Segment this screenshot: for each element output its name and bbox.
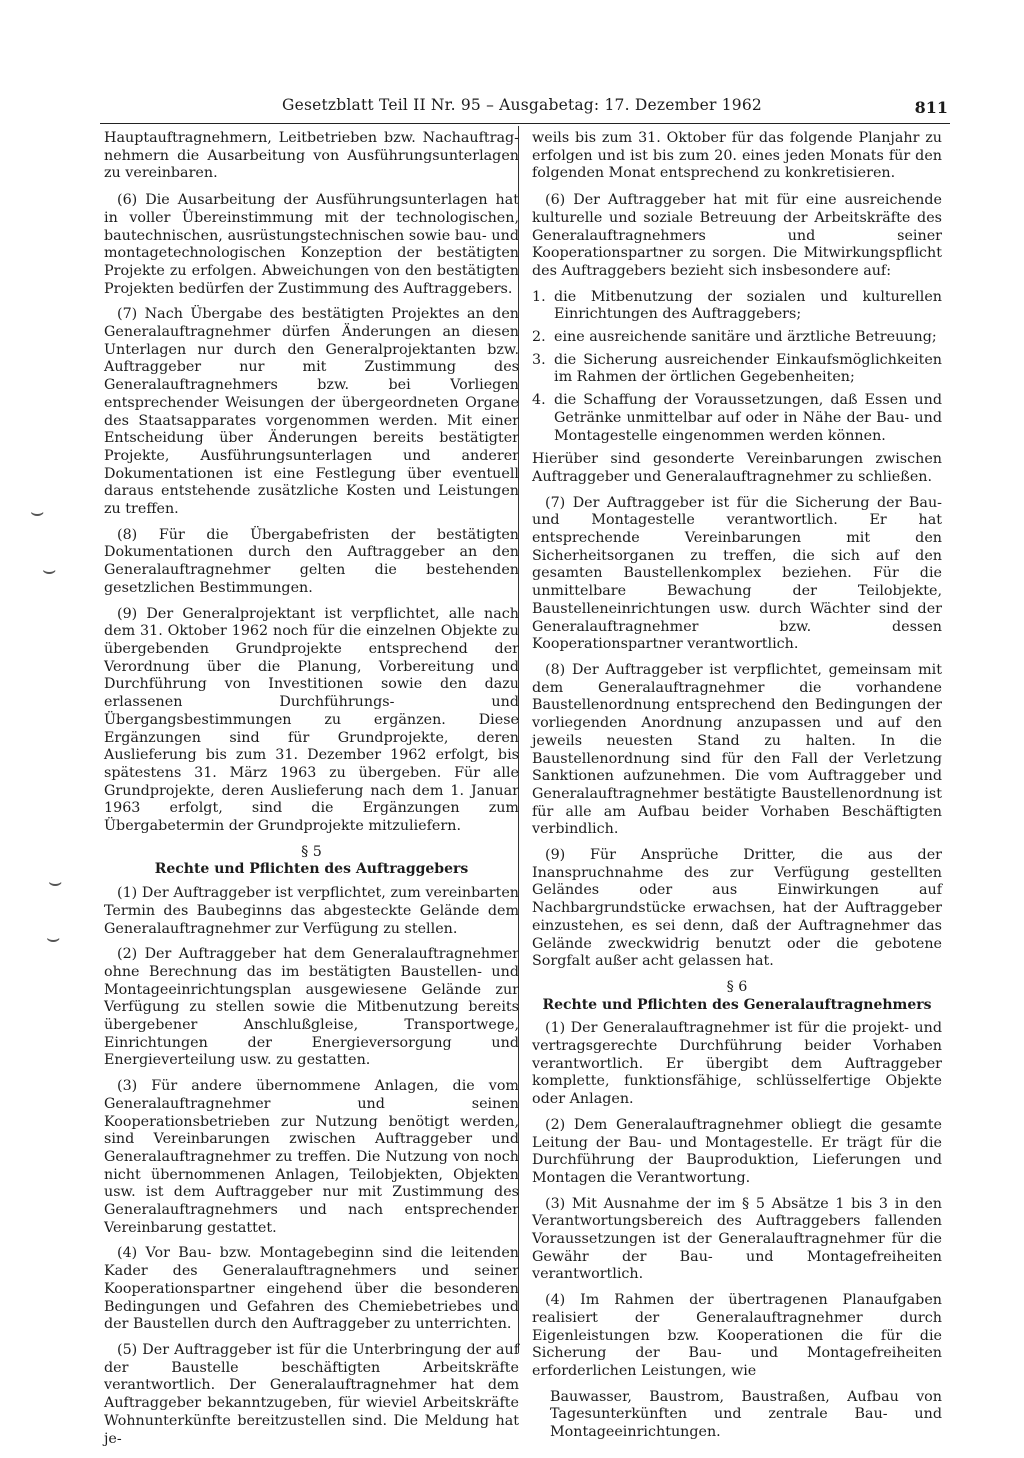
list-item-number: 1. [532, 288, 546, 305]
list-item-number: 4. [532, 392, 546, 409]
list-item [532, 392, 942, 445]
margin-tick-mark: ⌣ [30, 500, 45, 525]
list-item-text: die Schaffung der Voraussetzungen, daß Essen und Getränke unmittelbar auf oder in Nähe der Bau- und Montagestelle eingenommen werden können. [554, 392, 942, 444]
section-5-title: Rechte und Pflichten des Auftraggebers [154, 861, 469, 878]
list-item-number: 3. [532, 351, 546, 368]
section-6-number: § 6 [726, 978, 748, 995]
paragraph-4-6: (6) Die Ausarbeitung der Ausführungsunterlagen hat in voller Übereinstimmung mit der technologischen, bautechnischen, ausrüstungstechnischen sowie bau- und montagetechnologischen Konzeption der bestätigten Projekte zu erfolgen. Abweichungen von den bestätigten Projekten bedürfen der Zustimmung des Auftraggebers. [104, 192, 519, 297]
paragraph-5-6: (6) Der Auftraggeber hat mit für eine ausreichende kulturelle und soziale Betreuung der Arbeitskräfte des Generalauftragnehmers und seiner Kooperationspartner zu sorgen. Die Mitwirkungspflicht des Auftraggebers bezieht sich insbesondere auf: [532, 192, 942, 279]
list-item-text: die Sicherung ausreichender Einkaufsmöglichkeiten im Rahmen der örtlichen Gegebenheiten; [554, 351, 942, 386]
paragraph-5-5: (5) Der Auftraggeber ist für die Unterbringung der auf der Baustelle beschäftigten Arbeitskräfte verantwortlich. Der Generalauftragnehmer hat dem Auftraggeber bekanntzugeben, für wieviel Arbeitskräfte Wohnunterkünfte bereitzustellen sind. Die Meldung hat je- [104, 1342, 519, 1447]
margin-tick-mark: ⌣ [42, 558, 57, 583]
paragraph-5-4: (4) Vor Bau- bzw. Montagebeginn sind die leitenden Kader des Generalauftragnehmers und seiner Kooperationspartner eingehend über die besonderen Bedingungen und Gefahren des Chemiebetriebes und der Baustellen durch den Auftraggeber zu unterrichten. [104, 1245, 519, 1333]
paragraph-6-3: (3) Mit Ausnahme der im § 5 Absätze 1 bis 3 in den Verantwortungsbereich des Auftraggebers fallenden Voraussetzungen ist der Generalauftragnehmer für die Gewähr der Bau- und Montagefreiheiten verantwortlich. [532, 1195, 942, 1283]
section-5-number: § 5 [301, 843, 322, 860]
obligation-list [532, 289, 942, 446]
paragraph-4-8: (8) Für die Übergabefristen der bestätigten Dokumentationen durch den Auftraggeber an den Generalauftragnehmer gelten die bestehenden gesetzlichen Bestimmungen. [104, 526, 519, 596]
header-title: Gesetzblatt Teil II Nr. 95 – Ausgabetag: 17. Dezember 1962 [282, 96, 762, 114]
paragraph-agreements: Hierüber sind gesonderte Vereinbarungen zwischen Auftraggeber und Generalauftragnehmer zu schließen. [532, 451, 942, 485]
paragraph-5-3: (3) Für andere übernommene Anlagen, die vom Generalauftragnehmer und seinen Kooperationsbetrieben zur Nutzung benötigt werden, sind Vereinbarungen zwischen Auftraggeber und Generalauftragnehmer zu treffen. Die Nutzung von noch nicht übernommenen Anlagen, Teilobjekten, Objekten usw. ist dem Auftraggeber nur mit Zustimmung des Generalauftragnehmers und nach entsprechender Vereinbarung gestattet. [104, 1078, 519, 1236]
paragraph-5-1: (1) Der Auftraggeber ist verpflichtet, zum vereinbarten Termin des Baubeginns das abgesteckte Gelände dem Generalauftragnehmer zur Verfügung zu stellen. [104, 885, 519, 937]
list-item [532, 289, 942, 324]
paragraph-6-4: (4) Im Rahmen der übertragenen Planaufgaben realisiert der Generalauftragnehmer durch Eigenleistungen bzw. Kooperationen die für die Sicherung der Bau- und Montagefreiheiten erforderlichen Leistungen, wie [532, 1292, 942, 1379]
header-rule [100, 123, 950, 124]
list-item-text: die Mitbenutzung der sozialen und kulturellen Einrichtungen des Auftraggebers; [554, 288, 942, 323]
paragraph-6-2: (2) Dem Generalauftragnehmer obliegt die gesamte Leitung der Bau- und Montagestelle. Er trägt für die Durchführung der Bauproduktion, Lieferungen und Montagen die Verantwortung. [532, 1116, 942, 1186]
left-column [104, 130, 519, 1447]
list-item-number: 2. [532, 329, 546, 346]
paragraph-6-4-list: Bauwasser, Baustrom, Baustraßen, Aufbau von Tagesunterkünften und zentrale Bau- und Montageeinrichtungen. [550, 1388, 942, 1441]
page-header [100, 96, 950, 120]
list-item-text: eine ausreichende sanitäre und ärztliche Betreuung; [554, 329, 937, 346]
paragraph-4-9: (9) Der Generalprojektant ist verpflichtet, alle nach dem 31. Oktober 1962 noch für die einzelnen Objekte zu übergebenden Grundprojekte entsprechend der Verordnung über die Planung, Vorbereitung und Durchführung von Investitionen sowie den dazu erlassenen Durchführungs- und Übergangsbestimmungen zu ergänzen. Diese Ergänzungen sind für Grundprojekte, deren Auslieferung bis zum 31. Dezember 1962 erfolgt, bis spätestens 31. März 1963 zu übergeben. Für alle Grundprojekte, deren Auslieferung nach dem 1. Januar 1963 erfolgt, sind die Ergänzungen zum Übergabetermin der Grundprojekte mitzuliefern. [104, 605, 519, 835]
paragraph-5-7: (7) Der Auftraggeber ist für die Sicherung der Bau- und Montagestelle verantwortlich. Er hat entsprechende Vereinbarungen mit den Sicherheitsorganen zu treffen, die sich auf den gesamten Baustellenkomplex beziehen. Für die unmittelbare Bewachung der Teilobjekte, Baustelleneinrichtungen usw. durch Wächter sind der Generalauftragnehmer bzw. dessen Kooperationspartner verantwortlich. [532, 494, 942, 653]
paragraph-5-8: (8) Der Auftraggeber ist verpflichtet, gemeinsam mit dem Generalauftragnehmer die vorhandene Baustellenordnung entsprechend den Bedingungen der vorliegenden Anordnung anzupassen und auf den jeweils neuesten Stand zu halten. In die Baustellenordnung sind für den Fall der Verletzung Sanktionen aufzunehmen. Die vom Auftraggeber und Generalauftragnehmer bestätigte Baustellenordnung ist für alle am Aufbau beider Vorhaben Beschäftigten verbindlich. [532, 661, 942, 838]
page-number: 811 [914, 98, 948, 117]
paragraph-4-7: (7) Nach Übergabe des bestätigten Projektes an den Generalauftragnehmer dürfen Änderungen an diesen Unterlagen nur durch den Generalprojektanten bzw. Auftraggeber nur mit Zustimmung des Generalauftragnehmers bzw. bei Vorliegen entsprechender Weisungen der übergeordneten Organe des Staatsapparates vorgenommen werden. Mit einer Entscheidung über Änderungen bereits bestätigter Projekte, Ausführungsunterlagen und anderer Dokumentationen ist eine Festlegung über eventuell daraus entstehende zusätzliche Kosten und Leistungen zu treffen. [104, 306, 519, 518]
section-6-title: Rechte und Pflichten des Generalauftragnehmers [542, 996, 932, 1013]
right-column [532, 130, 942, 1441]
paragraph-6-1: (1) Der Generalauftragnehmer ist für die projekt- und vertragsgerechte Durchführung beider Vorhaben verantwortlich. Er übergibt dem Auftraggeber komplette, funktionsfähige, schlüsselfertige Objekte oder Anlagen. [532, 1020, 942, 1108]
paragraph-5-2: (2) Der Auftraggeber hat dem Generalauftragnehmer ohne Berechnung das im bestätigten Baustellen- und Montageeinrichtungsplan ausgewiesene Gelände zur Verfügung zu stellen sowie die Mitbenutzung bereits übergebener Anschlußgleise, Transportwege, Einrichtungen der Energieversorgung und Energieverteilung usw. zu gestatten. [104, 946, 519, 1069]
paragraph-5-9: (9) Für Ansprüche Dritter, die aus der Inanspruchnahme des zur Verfügung gestellten Geländes oder aus Einwirkungen auf Nachbargrundstücke erwachsen, hat der Auftraggeber einzustehen, es sei denn, daß der Auftragnehmer das Gelände zweckwidrig benutzt oder die gebotene Sorgfalt außer acht gelassen hat. [532, 847, 942, 970]
paragraph-continued: Hauptauftragnehmern, Leitbetrieben bzw. Nachauftrag-nehmern die Ausarbeitung von Ausführungsunterlagen zu vereinbaren. [104, 130, 519, 182]
paragraph-continued: weils bis zum 31. Oktober für das folgende Planjahr zu erfolgen und ist bis zum 20. eines jeden Monats für den folgenden Monat entsprechend zu konkretisieren. [532, 130, 942, 182]
list-item [532, 329, 942, 347]
margin-tick-mark: ⌣ [46, 926, 61, 951]
list-item [532, 352, 942, 387]
margin-tick-mark: ⌣ [48, 870, 63, 895]
